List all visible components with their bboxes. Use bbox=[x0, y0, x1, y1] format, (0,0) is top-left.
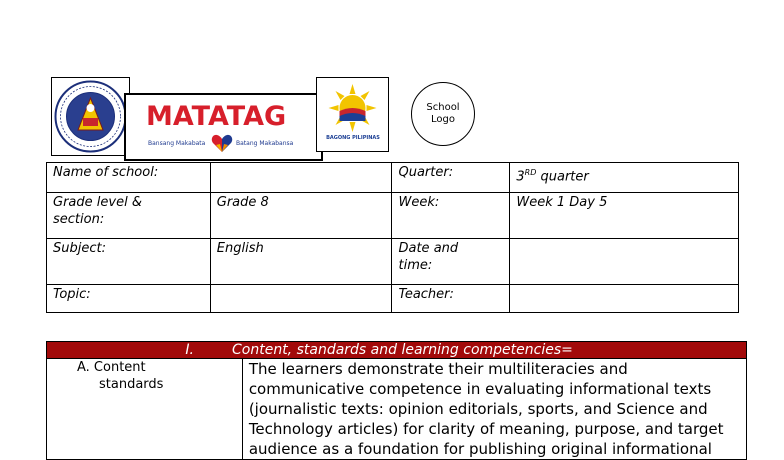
subject-value[interactable]: English bbox=[210, 239, 392, 285]
bagong-pilipinas-logo bbox=[316, 77, 389, 152]
date-label-line1: Date and bbox=[398, 241, 459, 256]
info-row-school bbox=[47, 163, 739, 193]
content-standards-row bbox=[47, 359, 747, 460]
quarter-suffix: quarter bbox=[536, 169, 589, 185]
matatag-tagline-left: Bansang Makabata bbox=[148, 140, 206, 147]
content-standards-text: The learners demonstrate their multiliteracies and communicative competence in evaluating informational texts (journalistic texts: opinion editorials, sports, and Science and Technology articles) for clarity of meaning, purpose, and target audience as a foundation for publishing original informational bbox=[242, 359, 746, 460]
content-standards-label bbox=[47, 359, 243, 460]
teacher-value[interactable] bbox=[510, 285, 739, 313]
info-row-subject bbox=[47, 239, 739, 285]
bagong-pilipinas-caption: BAGONG PILIPINAS bbox=[326, 135, 380, 141]
deped-seal-logo bbox=[51, 77, 130, 156]
info-row-grade bbox=[47, 193, 739, 239]
school-logo-line1: School bbox=[426, 102, 460, 113]
quarter-ordinal: RD bbox=[524, 168, 537, 177]
matatag-tagline-right: Batang Makabansa bbox=[236, 140, 294, 147]
quarter-value[interactable] bbox=[510, 163, 739, 193]
quarter-label: Quarter: bbox=[392, 163, 510, 193]
competencies-table bbox=[46, 341, 747, 460]
heart-hands-icon bbox=[211, 133, 233, 153]
section-numeral: I. bbox=[185, 342, 194, 358]
info-row-topic bbox=[47, 285, 739, 313]
week-value[interactable]: Week 1 Day 5 bbox=[510, 193, 739, 239]
sun-flag-icon bbox=[317, 78, 388, 138]
subject-label: Subject: bbox=[47, 239, 211, 285]
school-logo-line2: Logo bbox=[431, 114, 455, 125]
date-label-line2: time: bbox=[398, 258, 433, 273]
content-standards-label-line2: standards bbox=[99, 377, 164, 392]
grade-label bbox=[47, 193, 211, 239]
matatag-logo bbox=[124, 93, 323, 161]
school-value[interactable] bbox=[210, 163, 392, 193]
grade-value[interactable]: Grade 8 bbox=[210, 193, 392, 239]
competencies-header-row bbox=[47, 342, 747, 359]
date-label bbox=[392, 239, 510, 285]
section-heading: Content, standards and learning competencies= bbox=[232, 342, 573, 358]
competencies-header bbox=[47, 342, 747, 359]
matatag-wordmark: MATATAG bbox=[146, 101, 287, 132]
week-label: Week: bbox=[392, 193, 510, 239]
quarter-number: 3 bbox=[516, 169, 525, 185]
grade-label-line1: Grade level & bbox=[53, 195, 142, 210]
teacher-label: Teacher: bbox=[392, 285, 510, 313]
content-standards-label-line1: A. Content bbox=[77, 360, 146, 375]
topic-label: Topic: bbox=[47, 285, 211, 313]
seal-icon bbox=[52, 78, 129, 155]
topic-value[interactable] bbox=[210, 285, 392, 313]
school-label: Name of school: bbox=[47, 163, 211, 193]
lesson-info-table bbox=[46, 162, 739, 313]
school-logo-placeholder bbox=[411, 82, 475, 146]
date-value[interactable] bbox=[510, 239, 739, 285]
grade-label-line2: section: bbox=[53, 212, 105, 227]
